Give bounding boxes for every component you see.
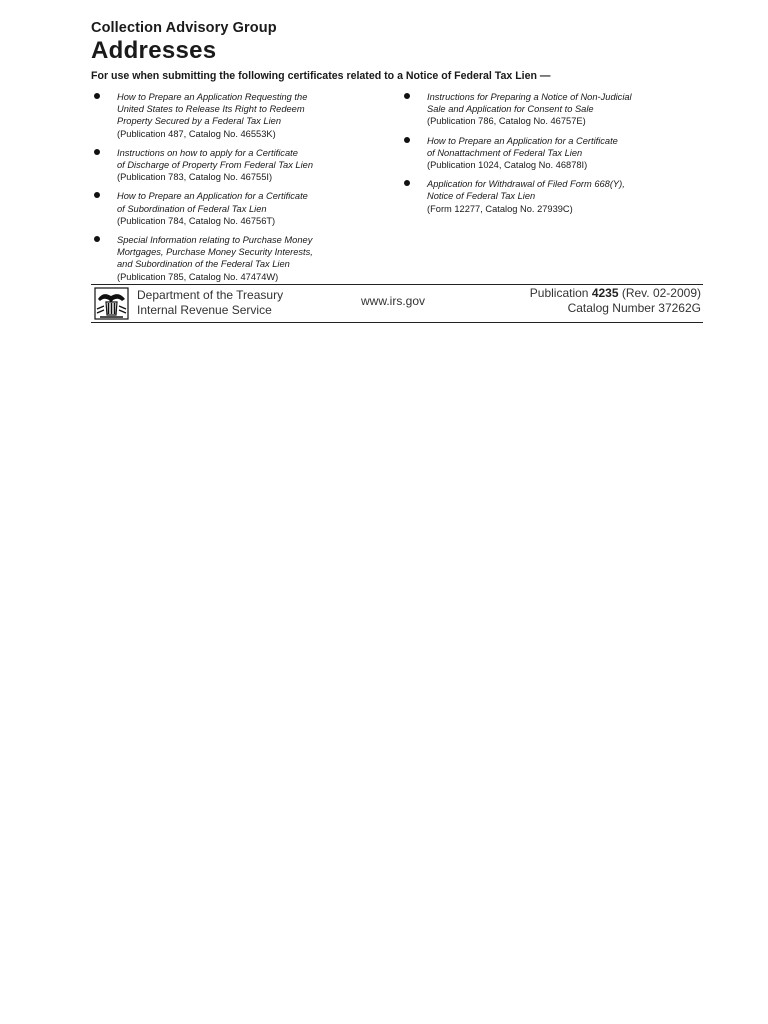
bullet-icon: [404, 137, 410, 143]
publication-prefix: Publication: [529, 286, 592, 300]
publication-list-right: [401, 91, 701, 222]
footer: [91, 285, 703, 322]
publication-title: How to Prepare an Application Requesting the United States to Release Its Right to Redeem Property Secured by a Federal Tax Lien: [117, 92, 308, 127]
page-title: Addresses: [91, 37, 217, 64]
bullet-icon: [404, 93, 410, 99]
group-title: Collection Advisory Group: [91, 20, 277, 36]
list-item: [91, 91, 391, 140]
catalog-number: Catalog Number 37262G: [567, 301, 701, 315]
bullet-icon: [94, 192, 100, 198]
list-item: [91, 234, 391, 283]
publication-ref: (Publication 785, Catalog No. 47474W): [117, 271, 279, 282]
publication-ref: (Publication 784, Catalog No. 46756T): [117, 215, 276, 226]
intro-subtitle: For use when submitting the following certificates related to a Notice of Federal Tax Lien —: [91, 70, 551, 82]
list-item: [401, 135, 701, 172]
publication-ref: (Publication 487, Catalog No. 46553K): [117, 128, 276, 139]
publication-number-line: [530, 286, 701, 301]
list-item: [401, 178, 701, 215]
website-link[interactable]: www.irs.gov: [361, 294, 426, 308]
publication-title: Instructions for Preparing a Notice of Non-Judicial Sale and Application for Consent to Sale: [427, 92, 632, 115]
bullet-icon: [94, 93, 100, 99]
bullet-icon: [404, 180, 410, 186]
footer-bottom-divider: [91, 322, 703, 323]
irs-eagle-seal-icon: [94, 287, 129, 320]
list-item: [91, 147, 391, 184]
department-line-2: Internal Revenue Service: [137, 303, 272, 317]
bullet-icon: [94, 149, 100, 155]
publication-list-left: [91, 91, 391, 290]
publication-ref: (Form 12277, Catalog No. 27939C): [427, 203, 573, 214]
publication-revision: (Rev. 02-2009): [618, 286, 701, 300]
publication-info: [530, 286, 701, 316]
publication-title: Instructions on how to apply for a Certificate of Discharge of Property From Federal Tax Lien: [117, 147, 314, 171]
list-item: [401, 91, 701, 128]
bullet-icon: [94, 236, 100, 242]
publication-title: How to Prepare an Application for a Certificate of Subordination of Federal Tax Lien: [117, 191, 308, 214]
publication-title: Application for Withdrawal of Filed Form 668(Y), Notice of Federal Tax Lien: [427, 179, 625, 202]
publication-number: 4235: [591, 286, 619, 300]
publication-ref: (Publication 1024, Catalog No. 46878I): [427, 160, 588, 171]
publication-title: How to Prepare an Application for a Certificate of Nonattachment of Federal Tax Lien: [427, 135, 618, 158]
department-name: [137, 288, 283, 318]
publication-ref: (Publication 783, Catalog No. 46755I): [117, 172, 273, 183]
publication-ref: (Publication 786, Catalog No. 46757E): [427, 116, 586, 127]
list-item: [91, 190, 391, 227]
department-line-1: Department of the Treasury: [137, 288, 284, 302]
publication-title: Special Information relating to Purchase Money Mortgages, Purchase Money Security Interests, and Subordination of the Federal Tax Lien: [117, 235, 313, 270]
